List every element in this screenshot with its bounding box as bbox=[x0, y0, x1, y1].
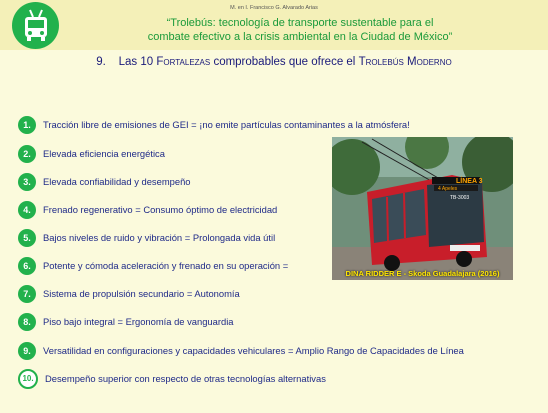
list-item bbox=[18, 201, 277, 218]
item-text: Frenado regenerativo = Consumo óptimo de electricidad bbox=[43, 204, 278, 215]
section-word-trolleybus: Trolebús Moderno bbox=[358, 56, 452, 68]
list-item bbox=[18, 257, 288, 274]
list-item bbox=[18, 313, 234, 330]
destination-sub-sign: 4 Apeles bbox=[438, 186, 458, 192]
list-item bbox=[18, 370, 326, 387]
item-number-badge: 9. bbox=[18, 342, 36, 360]
list-item bbox=[18, 145, 165, 162]
author-line: M. en I. Francisco G. Alvarado Arias bbox=[230, 5, 318, 11]
item-text: Potente y cómoda aceleración y frenado en su operación = bbox=[43, 260, 289, 271]
section-title bbox=[0, 56, 548, 68]
list-item bbox=[18, 229, 275, 246]
list-item bbox=[18, 116, 410, 133]
presentation-title-line-2: combate efectivo a la crisis ambiental en la Ciudad de México” bbox=[147, 31, 453, 43]
presentation-title-line-1: “Trolebús: tecnología de transporte sustentable para el bbox=[166, 17, 434, 29]
section-middle: comprobables que ofrece el bbox=[213, 56, 356, 68]
item-number-badge: 8. bbox=[18, 313, 36, 331]
item-number-badge: 1. bbox=[18, 116, 36, 134]
list-item bbox=[18, 342, 464, 359]
list-item bbox=[18, 173, 191, 190]
item-number-badge: 7. bbox=[18, 285, 36, 303]
item-number-badge: 4. bbox=[18, 201, 36, 219]
fleet-number: TB-3003 bbox=[450, 195, 470, 201]
destination-sign: LÍNEA 3 bbox=[456, 178, 483, 185]
item-text: Tracción libre de emisiones de GEI = ¡no emite partículas contaminantes a la atmósfera! bbox=[43, 119, 410, 130]
item-text: Sistema de propulsión secundario = Autonomía bbox=[43, 288, 240, 299]
section-prefix: Las 10 bbox=[118, 56, 154, 68]
trolleybus-photo bbox=[332, 137, 513, 280]
header-band bbox=[0, 0, 548, 50]
photo-caption: DINA RIDDER E - Skoda Guadalajara (2016) bbox=[345, 269, 500, 278]
item-number-badge: 5. bbox=[18, 229, 36, 247]
item-text: Piso bajo integral = Ergonomía de vanguardia bbox=[43, 316, 234, 327]
list-item bbox=[18, 285, 240, 302]
item-text: Versatilidad en configuraciones y capacidades vehiculares = Amplio Rango de Capacidades de Línea bbox=[43, 345, 464, 356]
item-number-badge: 6. bbox=[18, 257, 36, 275]
item-text: Desempeño superior con respecto de otras tecnologías alternativas bbox=[45, 373, 326, 384]
item-text: Bajos niveles de ruido y vibración = Prolongada vida útil bbox=[43, 232, 276, 243]
item-number-badge: 10. bbox=[18, 369, 38, 389]
section-number: 9. bbox=[96, 56, 106, 68]
section-word-strengths: Fortalezas bbox=[156, 56, 211, 68]
item-text: Elevada confiabilidad y desempeño bbox=[43, 176, 191, 187]
item-text: Elevada eficiencia energética bbox=[43, 148, 165, 159]
item-number-badge: 3. bbox=[18, 173, 36, 191]
item-number-badge: 2. bbox=[18, 145, 36, 163]
